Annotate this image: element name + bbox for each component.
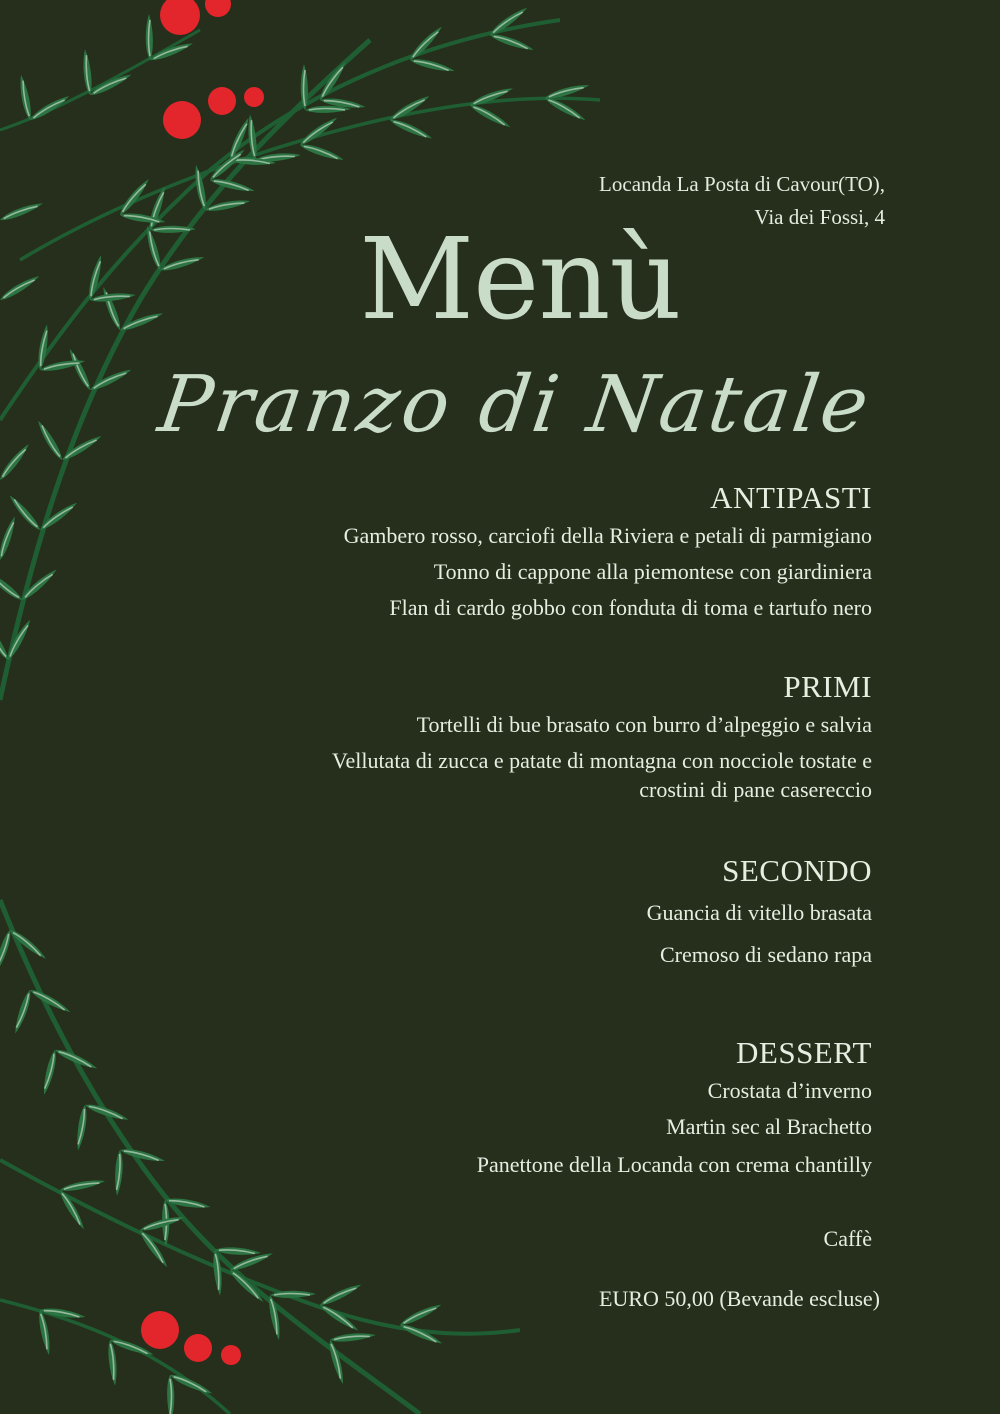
menu-title: Menù xyxy=(359,215,681,345)
menu-item: Guancia di vitello brasata xyxy=(646,900,872,925)
address-line-1: Locanda La Posta di Cavour(TO), xyxy=(599,172,885,196)
menu-item: Vellutata di zucca e patate di montagna con nocciole tostate e xyxy=(332,748,872,773)
section-dessert xyxy=(477,1033,872,1185)
price-line: EURO 50,00 (Bevande escluse) xyxy=(598,1286,880,1311)
red-berry-cluster-bottom xyxy=(141,1311,241,1365)
section-antipasti xyxy=(344,478,872,626)
menu-item: crostini di pane casereccio xyxy=(639,777,872,802)
menu-item: Tonno di cappone alla piemontese con giardiniera xyxy=(433,559,872,584)
menu-item: Flan di cardo gobbo con fonduta di toma e tartufo nero xyxy=(389,595,872,620)
menu-item: Cremoso di sedano rapa xyxy=(660,942,872,967)
section-primi xyxy=(332,667,872,805)
menu-subtitle: Pranzo di Natale xyxy=(153,360,877,450)
section-heading: SECONDO xyxy=(722,853,872,888)
menu-item: Martin sec al Brachetto xyxy=(666,1114,872,1139)
section-secondo xyxy=(647,851,872,975)
section-heading: DESSERT xyxy=(736,1035,872,1070)
menu-item: Gambero rosso, carciofi della Riviera e petali di parmigiano xyxy=(343,523,872,548)
caffe-line: Caffè xyxy=(823,1226,872,1251)
section-heading: ANTIPASTI xyxy=(710,480,872,515)
menu-item: Crostata d’inverno xyxy=(707,1078,872,1103)
address-line-2: Via dei Fossi, 4 xyxy=(754,205,885,229)
section-heading: PRIMI xyxy=(783,669,872,704)
menu-item: Tortelli di bue brasato con burro d’alpeggio e salvia xyxy=(416,712,872,737)
menu-item: Panettone della Locanda con crema chantilly xyxy=(476,1152,872,1177)
bottom-branch-illustration xyxy=(0,900,520,1414)
